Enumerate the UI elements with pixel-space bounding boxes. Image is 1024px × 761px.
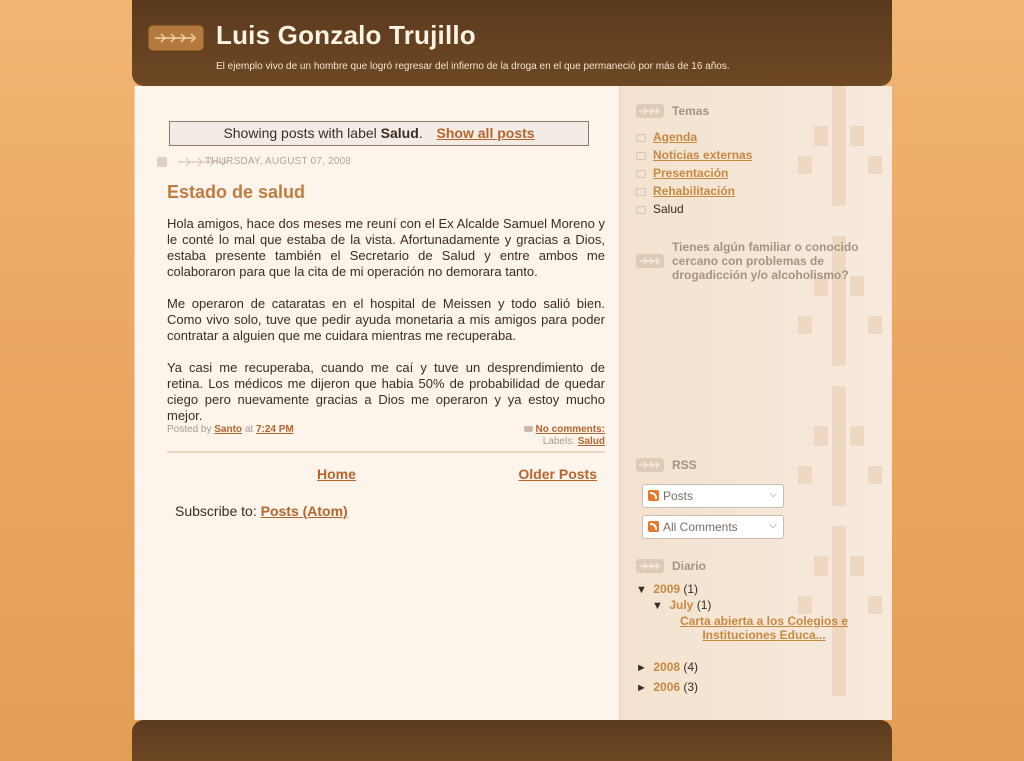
post-paragraph: Ya casi me recuperaba, cuando me caí y tuve un desprendimiento de retina. Los médicos me dijeron que habia 50% de probabilidad de quedar ciego pero nuevamente gracias a Dios me operaron y ya estoy mucho mejor. bbox=[167, 360, 605, 423]
post-body bbox=[167, 216, 605, 440]
poll-question: Tienes algún familiar o conocido cercano con problemas de drogadicción y/o alcoholismo? bbox=[672, 240, 859, 282]
arrows-icon bbox=[636, 104, 664, 118]
bullet-icon bbox=[636, 188, 646, 196]
archive-count: (1) bbox=[696, 598, 712, 612]
home-link[interactable]: Home bbox=[317, 466, 356, 482]
square-icon bbox=[157, 157, 167, 167]
archive-year-2009 bbox=[636, 582, 698, 596]
list-item bbox=[636, 200, 876, 218]
content-area bbox=[134, 86, 892, 720]
archive-link-2008[interactable]: 2008 bbox=[653, 660, 681, 674]
post-date-row bbox=[157, 156, 457, 170]
diario-title: Diario bbox=[672, 559, 707, 573]
subscribe-row bbox=[175, 503, 348, 519]
status-prefix: Showing posts with label bbox=[223, 125, 377, 141]
post-meta bbox=[167, 424, 294, 435]
author-link[interactable]: Santo bbox=[214, 424, 243, 435]
post-time-link[interactable]: 7:24 PM bbox=[255, 424, 294, 435]
archive-post-link[interactable]: Carta abierta a los Colegios e Instituciones Educa... bbox=[679, 614, 849, 642]
post-divider bbox=[167, 451, 605, 453]
temas-title: Temas bbox=[672, 104, 710, 118]
label-link-noticias[interactable]: Noticias externas bbox=[653, 148, 753, 162]
comments-feed-label: All Comments bbox=[663, 520, 738, 534]
post-date: THURSDAY, AUGUST 07, 2008 bbox=[205, 156, 352, 167]
post-labels bbox=[543, 436, 605, 447]
bullet-icon bbox=[636, 170, 646, 178]
posted-by-label: Posted by bbox=[167, 424, 212, 435]
bullet-icon bbox=[636, 134, 646, 142]
archive-post bbox=[664, 614, 864, 642]
post-title[interactable]: Estado de salud bbox=[167, 182, 306, 202]
archive-year-2006 bbox=[636, 680, 698, 694]
status-suffix: . bbox=[418, 125, 423, 141]
archive-count: (3) bbox=[683, 680, 699, 694]
blog-title[interactable]: Luis Gonzalo Trujillo bbox=[216, 20, 476, 50]
arrows-icon bbox=[636, 254, 664, 268]
list-item bbox=[636, 182, 876, 200]
label-filter-status bbox=[169, 121, 589, 146]
blog-pager bbox=[167, 466, 605, 484]
sidebar bbox=[619, 86, 892, 720]
expand-toggle-icon[interactable]: ► bbox=[636, 682, 647, 694]
comments-link[interactable]: No comments: bbox=[535, 424, 605, 435]
arrows-icon bbox=[636, 559, 664, 573]
archive-link-2009[interactable]: 2009 bbox=[653, 582, 681, 596]
archive-link-july[interactable]: July bbox=[669, 598, 694, 612]
arrows-icon bbox=[636, 458, 664, 472]
subscribe-prefix: Subscribe to: bbox=[175, 503, 257, 519]
older-posts-link[interactable]: Older Posts bbox=[518, 466, 597, 482]
post-paragraph: Me operaron de cataratas en el hospital de Meissen y todo salió bien. Como vivo solo, tuve que pedir ayuda monetaria a mis amigos para poder contratar a alguien que me cuidara mientras me recuperaba. bbox=[167, 296, 605, 343]
arrows-icon bbox=[148, 25, 204, 51]
label-link-presentacion[interactable]: Presentación bbox=[653, 166, 729, 180]
comments-feed-dropdown[interactable] bbox=[642, 515, 784, 539]
chevron-down-icon: ⌵ bbox=[769, 520, 777, 531]
rss-feed-icon bbox=[648, 521, 659, 532]
blog-header bbox=[132, 0, 892, 86]
atom-feed-link[interactable]: Posts (Atom) bbox=[260, 503, 348, 519]
post-footer bbox=[167, 424, 605, 448]
list-item bbox=[636, 146, 876, 164]
show-all-posts-link[interactable]: Show all posts bbox=[436, 125, 535, 141]
label-current-salud: Salud bbox=[653, 202, 684, 216]
archive-count: (1) bbox=[683, 582, 699, 596]
comment-icon bbox=[524, 426, 533, 432]
post-paragraph: Hola amigos, hace dos meses me reuní con el Ex Alcalde Samuel Moreno y le conté lo mal que estaba de la vista. Afortunadamente y gracias a Dios, estaba presente también el Secretario de Salud y entre ambos me colaboraron para que la cita de mi operación no demorara tanto. bbox=[167, 216, 605, 279]
archive-link-2006[interactable]: 2006 bbox=[653, 680, 681, 694]
archive-count: (4) bbox=[683, 660, 699, 674]
posts-feed-label: Posts bbox=[663, 489, 694, 503]
collapse-toggle-icon[interactable]: ▼ bbox=[636, 584, 647, 596]
expand-toggle-icon[interactable]: ► bbox=[636, 662, 647, 674]
page-wrapper bbox=[132, 0, 892, 761]
collapse-toggle-icon[interactable]: ▼ bbox=[652, 600, 663, 612]
blog-description: El ejemplo vivo de un hombre que logró regresar del infierno de la droga en el que permaneció por más de 16 años. bbox=[216, 61, 730, 72]
rss-title: RSS bbox=[672, 458, 697, 472]
post-label-link[interactable]: Salud bbox=[577, 436, 605, 447]
labels-prefix: Labels: bbox=[542, 436, 575, 447]
label-link-rehabilitacion[interactable]: Rehabilitación bbox=[653, 184, 736, 198]
at-label: at bbox=[244, 424, 254, 435]
bullet-icon bbox=[636, 152, 646, 160]
archive-month-july bbox=[652, 598, 711, 612]
chevron-down-icon: ⌵ bbox=[769, 489, 777, 500]
label-link-agenda[interactable]: Agenda bbox=[653, 130, 698, 144]
posts-feed-dropdown[interactable] bbox=[642, 484, 784, 508]
list-item bbox=[636, 128, 876, 146]
bullet-icon bbox=[636, 206, 646, 214]
temas-list bbox=[636, 128, 876, 218]
post-comments bbox=[524, 424, 605, 435]
archive-year-2008 bbox=[636, 660, 698, 674]
rss-feed-icon bbox=[648, 490, 659, 501]
status-label: Salud bbox=[380, 125, 419, 141]
blog-footer bbox=[132, 720, 892, 761]
list-item bbox=[636, 164, 876, 182]
